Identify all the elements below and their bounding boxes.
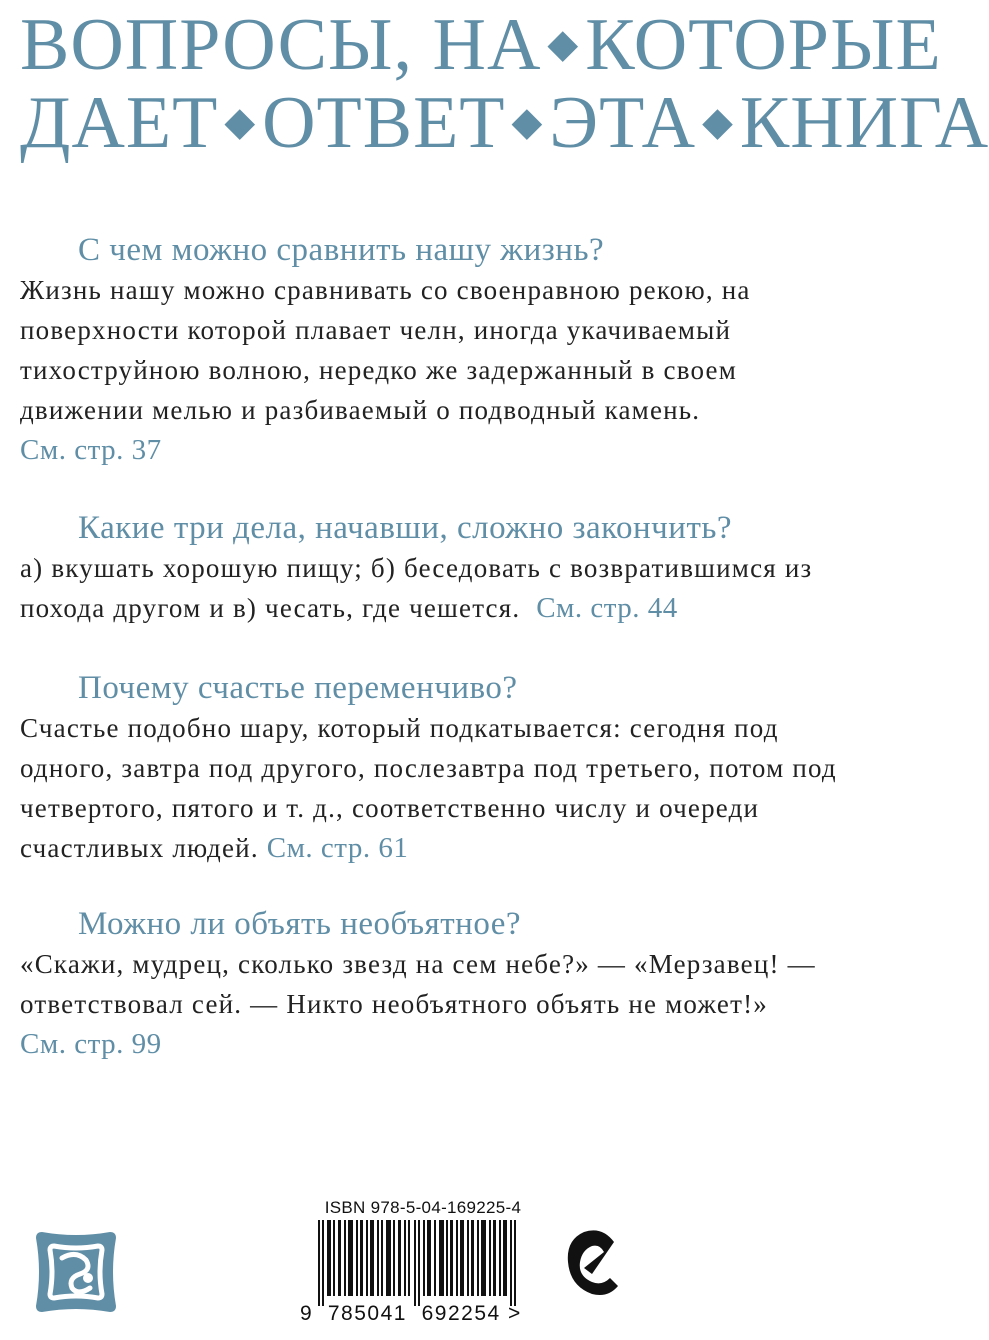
answer [20, 944, 840, 1064]
publisher-logo-icon [562, 1224, 622, 1300]
isbn-label: ISBN 978-5-04-169225-4 [324, 1198, 522, 1217]
question: С чем можно сравнить нашу жизнь? [78, 232, 605, 268]
barcode-digits [300, 1302, 540, 1326]
barcode [300, 1198, 540, 1328]
question: Можно ли объять необъятное? [78, 906, 522, 942]
answer [20, 708, 840, 868]
series-logo-icon [32, 1228, 120, 1316]
answer-text: Жизнь нашу можно сравнивать со своенравною рекою, на поверхности которой плавает челн, иногда укачиваемый тихоструйною волною, нередко же задержанный в своем движении мелью и разбиваемый о подводный камень. [20, 275, 751, 425]
page-reference: См. стр. 44 [536, 592, 678, 624]
barcode-bars [300, 1220, 540, 1306]
answer [20, 270, 840, 470]
answer-text: а) вкушать хорошую пищу; б) беседовать с возвратившимся из похода другом и в) чесать, где чешется. [20, 553, 813, 623]
answer-text: Счастье подобно шару, который подкатывается: сегодня под одного, завтра под другого, послезавтра под третьего, потом под четвертого, пятого и т. д., соответственно числу и очереди счастливых людей. [20, 713, 837, 863]
title-word: ЭТА [549, 82, 697, 164]
diamond-separator-icon: ◆ [702, 99, 734, 145]
page-reference: См. стр. 37 [20, 434, 162, 466]
title-word: КОТОРЫЕ [585, 4, 942, 86]
question: Какие три дела, начавши, сложно закончить? [78, 510, 733, 546]
title-line-1 [20, 4, 942, 86]
barcode-group-2: 692254 [421, 1302, 501, 1325]
title-line-2 [20, 82, 989, 164]
title-word: ДАЕТ [20, 82, 219, 164]
qa-block-4 [20, 904, 840, 1064]
title-word: КНИГА [739, 82, 989, 164]
barcode-end-mark: > [508, 1302, 522, 1325]
diamond-separator-icon: ◆ [511, 99, 544, 145]
question: Почему счастье переменчиво? [78, 670, 518, 706]
answer [20, 548, 840, 628]
diamond-separator-icon: ◆ [224, 99, 257, 145]
diamond-separator-icon: ◆ [547, 21, 580, 67]
qa-block-2 [20, 508, 840, 628]
qa-block-1 [20, 230, 840, 470]
qa-block-3 [20, 668, 840, 868]
answer-text: «Скажи, мудрец, сколько звезд на сем небе?» — «Мерзавец! — ответствовал сей. — Никто необъятного объять не может!» [20, 949, 816, 1019]
barcode-group-1: 785041 [327, 1302, 407, 1325]
title-word: ОТВЕТ [262, 82, 506, 164]
page-reference: См. стр. 99 [20, 1028, 162, 1060]
title-word: ВОПРОСЫ, НА [20, 4, 542, 86]
barcode-first-digit: 9 [300, 1302, 314, 1325]
page-reference: См. стр. 61 [266, 832, 409, 864]
book-title [20, 4, 989, 164]
